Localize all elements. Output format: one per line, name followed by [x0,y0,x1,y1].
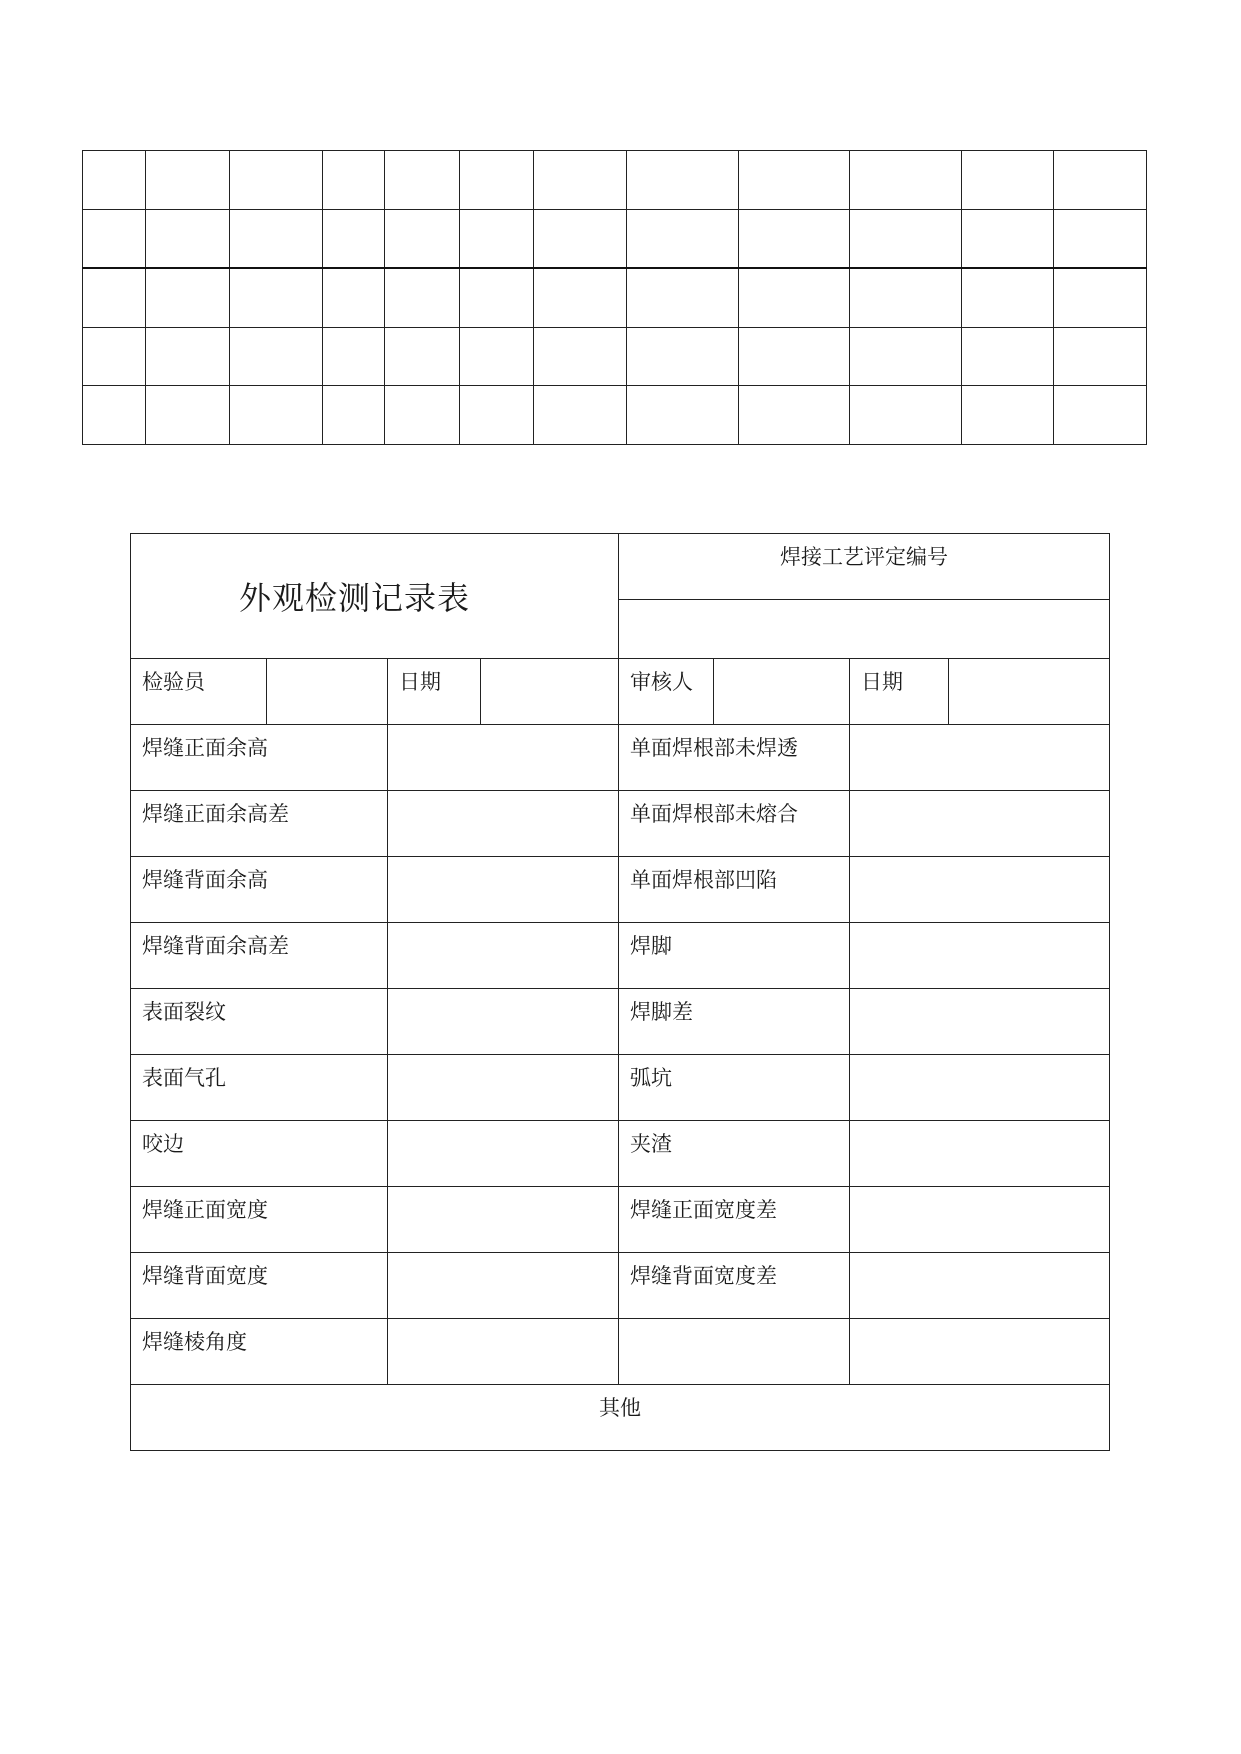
item-value-right[interactable] [850,989,1110,1055]
inspector-label: 检验员 [131,659,267,725]
reviewer-field[interactable] [714,659,850,725]
grid-cell[interactable] [230,327,323,386]
grid-cell[interactable] [962,327,1054,386]
grid-cell[interactable] [83,151,146,210]
grid-cell[interactable] [460,386,534,445]
item-label-right: 单面焊根部未焊透 [619,725,850,791]
item-value-right[interactable] [850,1121,1110,1187]
item-label-left: 焊缝背面宽度 [131,1253,388,1319]
appearance-inspection-record-table [130,533,1110,1451]
grid-cell[interactable] [323,327,385,386]
inspection-item-row [131,725,1110,791]
form-title: 外观检测记录表 [131,534,619,659]
inspection-item-row [131,923,1110,989]
item-value-left[interactable] [388,1055,619,1121]
top-blank-grid [82,150,1147,445]
item-value-left[interactable] [388,857,619,923]
grid-cell[interactable] [962,386,1054,445]
inspection-item-row [131,1319,1110,1385]
grid-cell[interactable] [230,209,323,268]
grid-cell[interactable] [850,327,962,386]
grid-cell[interactable] [83,327,146,386]
inspector-field[interactable] [267,659,388,725]
item-value-left[interactable] [388,989,619,1055]
grid-cell[interactable] [230,151,323,210]
item-value-right[interactable] [850,1055,1110,1121]
procedure-code-label: 焊接工艺评定编号 [619,534,1110,600]
grid-cell[interactable] [627,386,739,445]
item-value-left[interactable] [388,1187,619,1253]
grid-cell[interactable] [323,151,385,210]
item-label-right: 焊脚差 [619,989,850,1055]
item-label-right: 夹渣 [619,1121,850,1187]
grid-cell[interactable] [627,327,739,386]
item-value-left[interactable] [388,1121,619,1187]
grid-cell[interactable] [850,386,962,445]
grid-cell[interactable] [850,268,962,327]
grid-cell[interactable] [534,327,627,386]
grid-cell[interactable] [739,268,850,327]
item-label-left: 表面裂纹 [131,989,388,1055]
item-label-right: 焊缝正面宽度差 [619,1187,850,1253]
item-label-left: 焊缝正面余高差 [131,791,388,857]
grid-cell[interactable] [385,327,460,386]
grid-cell[interactable] [230,268,323,327]
grid-cell[interactable] [962,151,1054,210]
item-label-left: 表面气孔 [131,1055,388,1121]
item-value-right[interactable] [850,791,1110,857]
grid-cell[interactable] [534,209,627,268]
grid-cell[interactable] [146,209,230,268]
grid-cell[interactable] [83,209,146,268]
grid-cell[interactable] [534,151,627,210]
other-label: 其他 [131,1385,1110,1451]
item-value-left[interactable] [388,923,619,989]
item-label-left: 焊缝棱角度 [131,1319,388,1385]
inspection-item-row [131,1055,1110,1121]
grid-row [83,151,1147,210]
item-value-left[interactable] [388,1319,619,1385]
item-label-left: 焊缝背面余高差 [131,923,388,989]
grid-cell[interactable] [739,209,850,268]
grid-cell[interactable] [230,386,323,445]
grid-cell[interactable] [850,151,962,210]
inspection-item-row [131,1187,1110,1253]
grid-cell[interactable] [83,268,146,327]
inspection-item-row [131,1253,1110,1319]
date-field-2[interactable] [949,659,1110,725]
item-value-right[interactable] [850,1187,1110,1253]
item-label-left: 咬边 [131,1121,388,1187]
item-label-right: 焊缝背面宽度差 [619,1253,850,1319]
item-value-left[interactable] [388,1253,619,1319]
grid-cell[interactable] [385,268,460,327]
grid-cell[interactable] [850,209,962,268]
grid-cell[interactable] [385,151,460,210]
grid-cell[interactable] [1054,209,1147,268]
grid-row [83,268,1147,327]
grid-cell[interactable] [739,327,850,386]
item-label-right: 单面焊根部凹陷 [619,857,850,923]
grid-cell[interactable] [146,386,230,445]
grid-cell[interactable] [627,209,739,268]
item-value-left[interactable] [388,791,619,857]
grid-cell[interactable] [146,268,230,327]
grid-cell[interactable] [83,386,146,445]
grid-cell[interactable] [627,268,739,327]
item-label-right: 单面焊根部未熔合 [619,791,850,857]
grid-cell[interactable] [385,209,460,268]
item-value-right[interactable] [850,1253,1110,1319]
item-label-left: 焊缝背面余高 [131,857,388,923]
title-row [131,534,1110,600]
grid-cell[interactable] [739,151,850,210]
grid-row [83,327,1147,386]
grid-row [83,386,1147,445]
procedure-code-field[interactable] [619,600,1110,659]
grid-cell[interactable] [534,268,627,327]
inspection-item-row [131,1121,1110,1187]
date-label-1: 日期 [388,659,481,725]
item-label-left: 焊缝正面宽度 [131,1187,388,1253]
item-value-right[interactable] [850,923,1110,989]
grid-cell[interactable] [962,209,1054,268]
grid-cell[interactable] [146,151,230,210]
grid-cell[interactable] [323,386,385,445]
signature-row [131,659,1110,725]
grid-cell[interactable] [460,151,534,210]
grid-cell[interactable] [962,268,1054,327]
grid-cell[interactable] [323,209,385,268]
grid-cell[interactable] [460,327,534,386]
inspection-item-row [131,857,1110,923]
grid-cell[interactable] [460,268,534,327]
inspection-item-row [131,989,1110,1055]
date-field-1[interactable] [481,659,619,725]
item-value-right[interactable] [850,857,1110,923]
grid-cell[interactable] [460,209,534,268]
item-label-left: 焊缝正面余高 [131,725,388,791]
item-value-left[interactable] [388,725,619,791]
grid-cell[interactable] [146,327,230,386]
date-label-2: 日期 [850,659,949,725]
inspection-item-row [131,791,1110,857]
grid-cell[interactable] [1054,151,1147,210]
grid-row [83,209,1147,268]
item-label-right: 弧坑 [619,1055,850,1121]
other-row [131,1385,1110,1451]
grid-cell[interactable] [385,386,460,445]
item-value-right[interactable] [850,1319,1110,1385]
grid-cell[interactable] [1054,268,1147,327]
item-value-right[interactable] [850,725,1110,791]
grid-cell[interactable] [323,268,385,327]
grid-cell[interactable] [534,386,627,445]
item-label-right: 焊脚 [619,923,850,989]
reviewer-label: 审核人 [619,659,714,725]
item-label-right [619,1319,850,1385]
grid-cell[interactable] [1054,327,1147,386]
grid-cell[interactable] [1054,386,1147,445]
grid-cell[interactable] [627,151,739,210]
grid-cell[interactable] [739,386,850,445]
